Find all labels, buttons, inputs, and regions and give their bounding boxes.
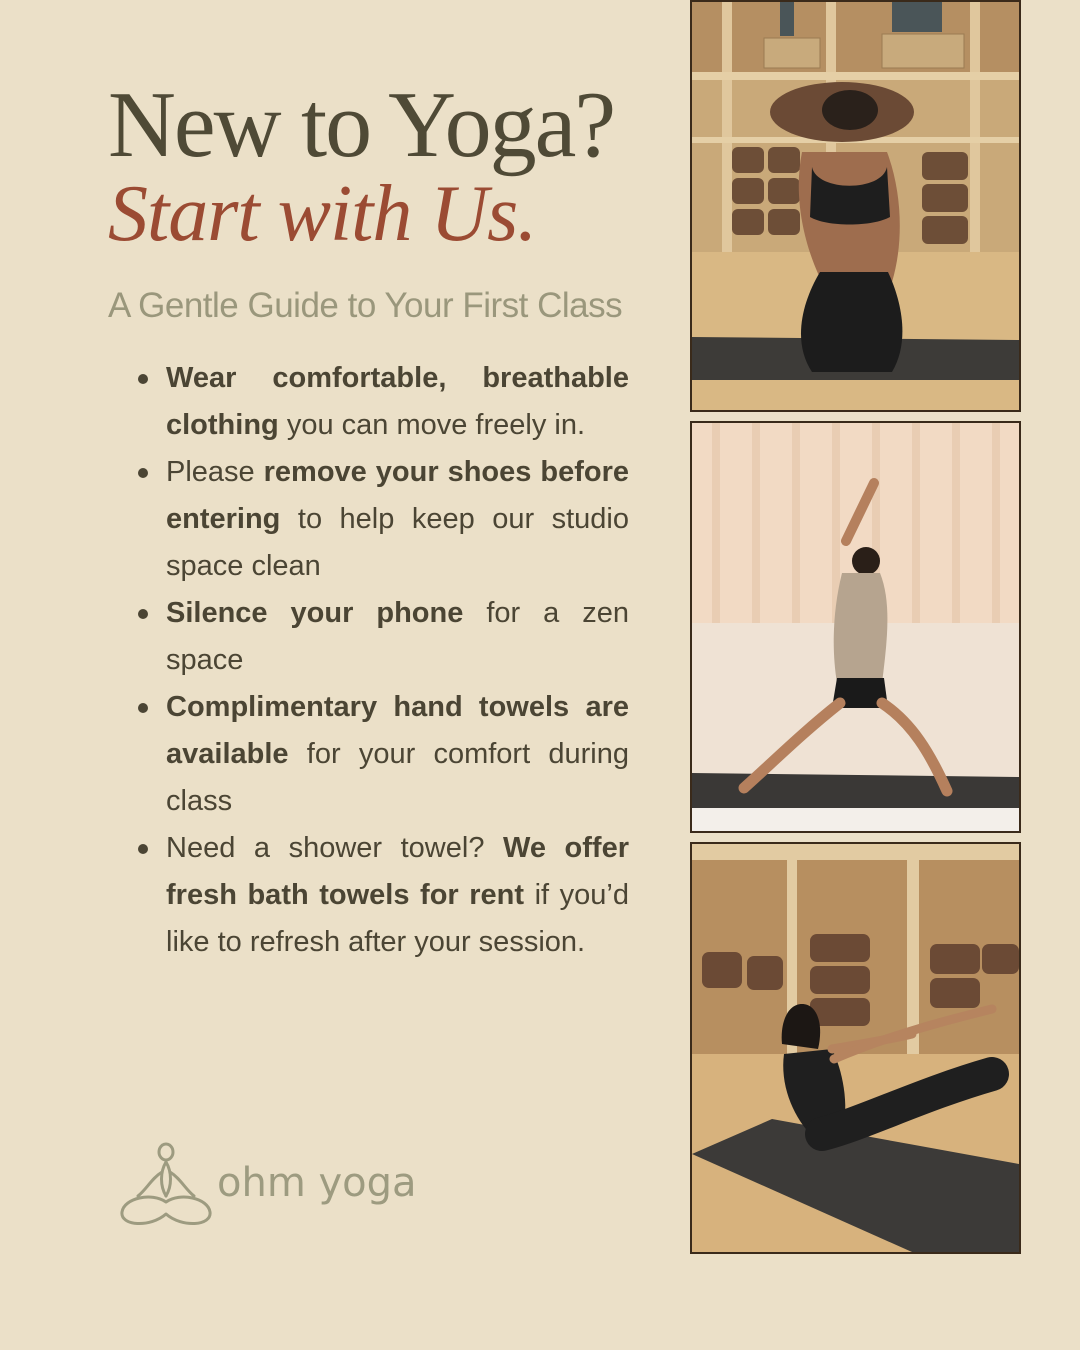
guide-item-shoes: Please remove your shoes before entering to help keep our studio space clean [132,449,629,590]
first-class-guide-list [132,355,629,966]
guide-item-clothing: Wear comfortable, breathable clothing you can move freely in. [132,355,629,449]
heading-line-1: New to Yoga? [108,73,615,177]
brand-name: ohm yoga [217,1160,417,1206]
heading-line-2: Start with Us. [108,170,537,258]
yoga-pose-warrior-photo [690,421,1021,833]
guide-item-hand-towels: Complimentary hand towels are available for your comfort during class [132,684,629,825]
subtitle: A Gentle Guide to Your First Class [108,286,623,325]
guide-item-phone: Silence your phone for a zen space [132,590,629,684]
yoga-pose-kneeling-photo [690,0,1021,412]
meditating-figure-icon [116,1142,216,1238]
yoga-pose-boat-photo [690,842,1021,1254]
guide-item-bath-towels: Need a shower towel? We offer fresh bath towels for rent if you’d like to refresh after your session. [132,825,629,966]
